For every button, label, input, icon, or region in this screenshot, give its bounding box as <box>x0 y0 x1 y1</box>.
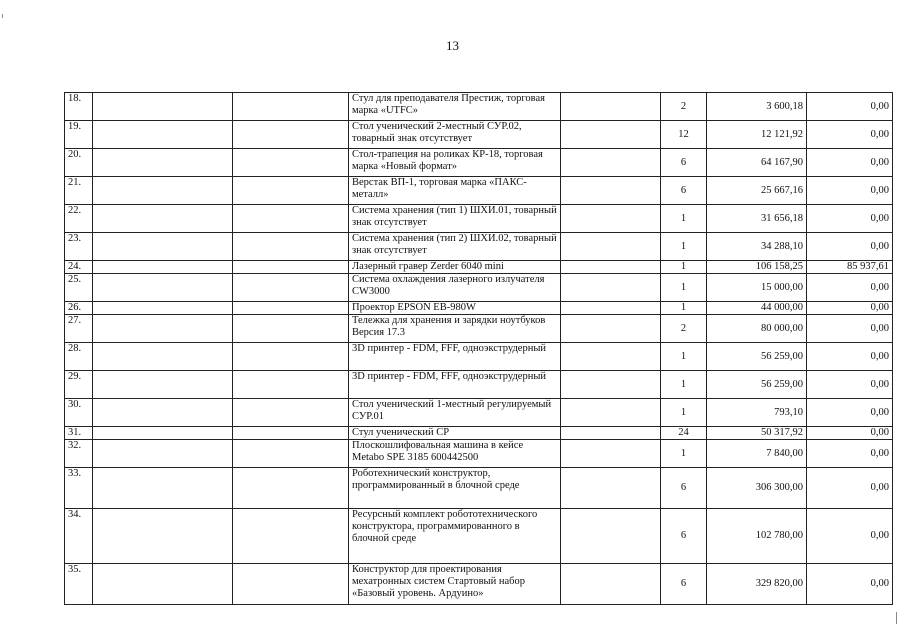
empty-cell <box>93 261 233 274</box>
row-number-cell: 33. <box>65 468 93 509</box>
empty-cell <box>233 315 349 343</box>
empty-cell <box>93 205 233 233</box>
quantity-cell: 1 <box>661 302 707 315</box>
empty-cell <box>561 121 661 149</box>
row-number-cell: 29. <box>65 371 93 399</box>
empty-cell <box>233 371 349 399</box>
empty-cell <box>561 261 661 274</box>
empty-cell <box>561 315 661 343</box>
residual-value-cell: 0,00 <box>807 205 893 233</box>
residual-value-cell: 0,00 <box>807 93 893 121</box>
empty-cell <box>561 564 661 605</box>
row-number-cell: 25. <box>65 274 93 302</box>
quantity-cell: 6 <box>661 177 707 205</box>
empty-cell <box>561 440 661 468</box>
residual-value-cell: 0,00 <box>807 315 893 343</box>
table-row <box>65 343 893 371</box>
quantity-cell: 1 <box>661 233 707 261</box>
cost-cell: 102 780,00 <box>707 509 807 564</box>
empty-cell <box>561 509 661 564</box>
row-number-cell: 23. <box>65 233 93 261</box>
empty-cell <box>93 315 233 343</box>
empty-cell <box>93 274 233 302</box>
empty-cell <box>561 371 661 399</box>
table-row <box>65 399 893 427</box>
empty-cell <box>93 509 233 564</box>
table-row <box>65 93 893 121</box>
residual-value-cell: 0,00 <box>807 440 893 468</box>
residual-value-cell: 0,00 <box>807 233 893 261</box>
empty-cell <box>93 564 233 605</box>
row-number-cell: 32. <box>65 440 93 468</box>
row-number-cell: 30. <box>65 399 93 427</box>
table-row <box>65 302 893 315</box>
item-name-cell: Стол-трапеция на роликах КР-18, торговая марка «Новый формат» <box>349 149 561 177</box>
item-name-cell: Стол ученический 1-местный регулируемый СУР.01 <box>349 399 561 427</box>
table-row <box>65 177 893 205</box>
item-name-cell: 3D принтер - FDM, FFF, одноэкструдерный <box>349 371 561 399</box>
empty-cell <box>233 205 349 233</box>
residual-value-cell: 0,00 <box>807 468 893 509</box>
empty-cell <box>561 399 661 427</box>
quantity-cell: 1 <box>661 205 707 233</box>
cost-cell: 56 259,00 <box>707 371 807 399</box>
table-row <box>65 149 893 177</box>
residual-value-cell: 0,00 <box>807 149 893 177</box>
table-row <box>65 427 893 440</box>
residual-value-cell: 0,00 <box>807 302 893 315</box>
scan-edge-mark <box>896 612 897 624</box>
empty-cell <box>93 177 233 205</box>
residual-value-cell: 85 937,61 <box>807 261 893 274</box>
scan-edge-mark <box>2 14 3 18</box>
empty-cell <box>561 427 661 440</box>
empty-cell <box>561 177 661 205</box>
residual-value-cell: 0,00 <box>807 177 893 205</box>
cost-cell: 329 820,00 <box>707 564 807 605</box>
cost-cell: 12 121,92 <box>707 121 807 149</box>
residual-value-cell: 0,00 <box>807 564 893 605</box>
item-name-cell: Лазерный гравер Zerder 6040 mini <box>349 261 561 274</box>
cost-cell: 15 000,00 <box>707 274 807 302</box>
empty-cell <box>233 343 349 371</box>
empty-cell <box>561 302 661 315</box>
table-row <box>65 233 893 261</box>
quantity-cell: 6 <box>661 149 707 177</box>
row-number-cell: 35. <box>65 564 93 605</box>
empty-cell <box>233 233 349 261</box>
empty-cell <box>233 121 349 149</box>
cost-cell: 106 158,25 <box>707 261 807 274</box>
quantity-cell: 1 <box>661 274 707 302</box>
row-number-cell: 34. <box>65 509 93 564</box>
item-name-cell: Система хранения (тип 1) ШХИ.01, товарный знак отсутствует <box>349 205 561 233</box>
table-row <box>65 274 893 302</box>
residual-value-cell: 0,00 <box>807 274 893 302</box>
empty-cell <box>233 399 349 427</box>
item-name-cell: Конструктор для проектирования мехатронных систем Стартовый набор «Базовый уровень. Ардуино» <box>349 564 561 605</box>
item-name-cell: Ресурсный комплект робототехнического конструктора, программированного в блочной среде <box>349 509 561 564</box>
residual-value-cell: 0,00 <box>807 121 893 149</box>
cost-cell: 25 667,16 <box>707 177 807 205</box>
empty-cell <box>233 93 349 121</box>
empty-cell <box>561 205 661 233</box>
quantity-cell: 1 <box>661 440 707 468</box>
quantity-cell: 1 <box>661 399 707 427</box>
cost-cell: 64 167,90 <box>707 149 807 177</box>
inventory-table <box>64 92 893 605</box>
residual-value-cell: 0,00 <box>807 509 893 564</box>
quantity-cell: 12 <box>661 121 707 149</box>
empty-cell <box>93 343 233 371</box>
empty-cell <box>233 440 349 468</box>
table-row <box>65 509 893 564</box>
row-number-cell: 19. <box>65 121 93 149</box>
residual-value-cell: 0,00 <box>807 343 893 371</box>
empty-cell <box>93 121 233 149</box>
residual-value-cell: 0,00 <box>807 399 893 427</box>
table-row <box>65 261 893 274</box>
empty-cell <box>233 427 349 440</box>
empty-cell <box>93 468 233 509</box>
item-name-cell: Проектор EPSON EB-980W <box>349 302 561 315</box>
empty-cell <box>93 427 233 440</box>
empty-cell <box>233 302 349 315</box>
cost-cell: 7 840,00 <box>707 440 807 468</box>
cost-cell: 44 000,00 <box>707 302 807 315</box>
cost-cell: 34 288,10 <box>707 233 807 261</box>
page-number: 13 <box>446 38 459 53</box>
row-number-cell: 28. <box>65 343 93 371</box>
item-name-cell: Роботехнический конструктор, программированный в блочной среде <box>349 468 561 509</box>
empty-cell <box>561 233 661 261</box>
empty-cell <box>561 93 661 121</box>
row-number-cell: 24. <box>65 261 93 274</box>
table-row <box>65 121 893 149</box>
row-number-cell: 20. <box>65 149 93 177</box>
cost-cell: 306 300,00 <box>707 468 807 509</box>
empty-cell <box>233 564 349 605</box>
item-name-cell: Стол ученический 2-местный СУР.02, товарный знак отсутствует <box>349 121 561 149</box>
cost-cell: 793,10 <box>707 399 807 427</box>
quantity-cell: 1 <box>661 343 707 371</box>
empty-cell <box>233 149 349 177</box>
empty-cell <box>233 509 349 564</box>
cost-cell: 31 656,18 <box>707 205 807 233</box>
empty-cell <box>93 93 233 121</box>
cost-cell: 56 259,00 <box>707 343 807 371</box>
row-number-cell: 21. <box>65 177 93 205</box>
quantity-cell: 2 <box>661 315 707 343</box>
table-row <box>65 440 893 468</box>
row-number-cell: 22. <box>65 205 93 233</box>
quantity-cell: 1 <box>661 371 707 399</box>
item-name-cell: Система охлаждения лазерного излучателя CW3000 <box>349 274 561 302</box>
empty-cell <box>93 302 233 315</box>
row-number-cell: 27. <box>65 315 93 343</box>
item-name-cell: 3D принтер - FDM, FFF, одноэкструдерный <box>349 343 561 371</box>
row-number-cell: 26. <box>65 302 93 315</box>
row-number-cell: 31. <box>65 427 93 440</box>
row-number-cell: 18. <box>65 93 93 121</box>
empty-cell <box>561 468 661 509</box>
table-body <box>65 93 893 605</box>
table-row <box>65 205 893 233</box>
item-name-cell: Система хранения (тип 2) ШХИ.02, товарный знак отсутствует <box>349 233 561 261</box>
table-row <box>65 315 893 343</box>
empty-cell <box>561 149 661 177</box>
quantity-cell: 6 <box>661 509 707 564</box>
empty-cell <box>561 343 661 371</box>
empty-cell <box>93 233 233 261</box>
empty-cell <box>93 149 233 177</box>
item-name-cell: Плоскошлифовальная машина в кейсе Metabo SPE 3185 600442500 <box>349 440 561 468</box>
empty-cell <box>93 371 233 399</box>
residual-value-cell: 0,00 <box>807 371 893 399</box>
empty-cell <box>233 177 349 205</box>
residual-value-cell: 0,00 <box>807 427 893 440</box>
cost-cell: 50 317,92 <box>707 427 807 440</box>
item-name-cell: Стул для преподавателя Престиж, торговая марка «UTFC» <box>349 93 561 121</box>
table-row <box>65 468 893 509</box>
quantity-cell: 6 <box>661 468 707 509</box>
empty-cell <box>233 261 349 274</box>
quantity-cell: 1 <box>661 261 707 274</box>
empty-cell <box>93 399 233 427</box>
quantity-cell: 2 <box>661 93 707 121</box>
empty-cell <box>93 440 233 468</box>
empty-cell <box>233 468 349 509</box>
table-row <box>65 564 893 605</box>
cost-cell: 80 000,00 <box>707 315 807 343</box>
item-name-cell: Тележка для хранения и зарядки ноутбуков Версия 17.3 <box>349 315 561 343</box>
cost-cell: 3 600,18 <box>707 93 807 121</box>
quantity-cell: 24 <box>661 427 707 440</box>
item-name-cell: Верстак ВП-1, торговая марка «ПАКС-металл» <box>349 177 561 205</box>
empty-cell <box>561 274 661 302</box>
item-name-cell: Стул ученический СР <box>349 427 561 440</box>
table-row <box>65 371 893 399</box>
empty-cell <box>233 274 349 302</box>
quantity-cell: 6 <box>661 564 707 605</box>
